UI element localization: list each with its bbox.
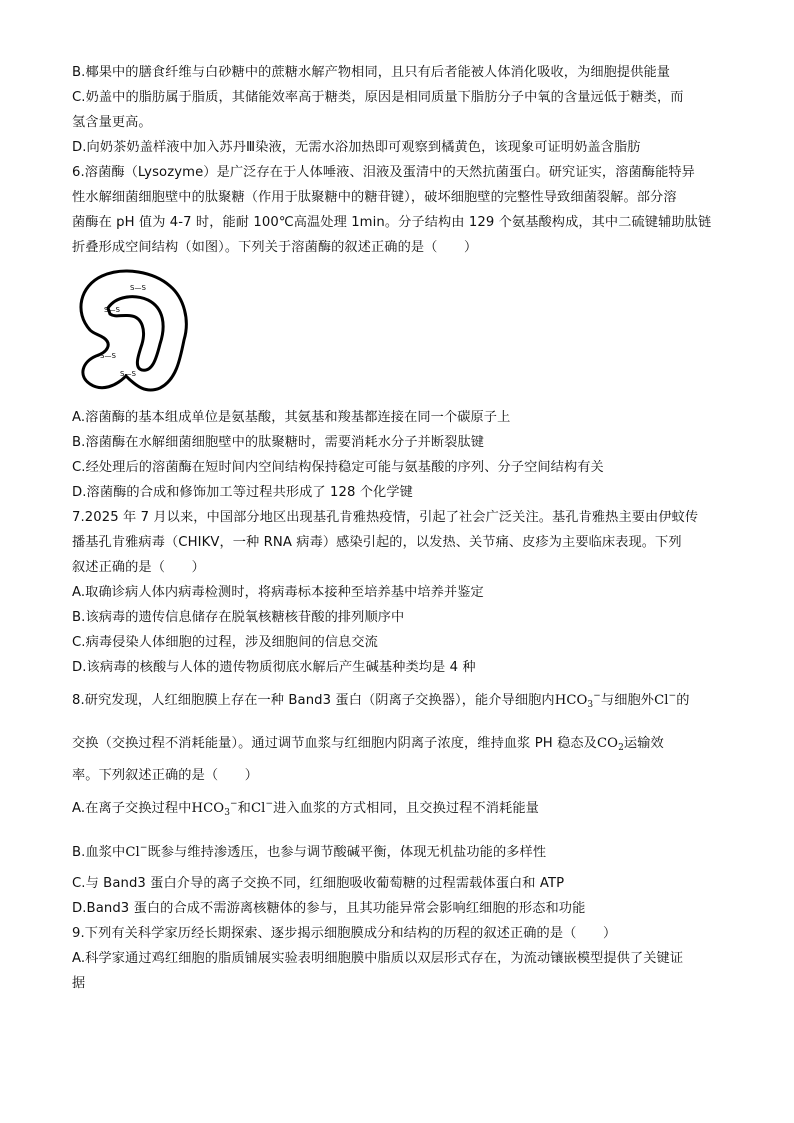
q7-option-d: D.该病毒的核酸与人体的遗传物质彻底水解后产生碱基种类均是 4 种 bbox=[72, 660, 476, 675]
q7-stem-line2: 播基孔肯雅病毒（CHIKV，一种 RNA 病毒）感染引起的，以发热、关节痛、皮疹为主要临床表现。下列 bbox=[72, 535, 682, 550]
disulfide-bond-label-4: S—S bbox=[120, 370, 136, 378]
hco3-formula-a: $HCO_3^-$ bbox=[191, 799, 238, 818]
q8-stem-line2 bbox=[72, 735, 722, 754]
q6-option-c: C.经处理后的溶菌酶在短时间内空间结构保持稳定可能与氨基酸的序列、分子空间结构有关 bbox=[72, 460, 604, 475]
q8-option-b bbox=[72, 844, 722, 863]
q9-stem: 9.下列有关科学家历经长期探索、逐步揭示细胞膜成分和结构的历程的叙述正确的是（ ） bbox=[72, 926, 617, 941]
q8-option-b-text-2: 既参与维持渗透压，也参与调节酸碱平衡，体现无机盐功能的多样性 bbox=[147, 845, 547, 860]
disulfide-bond-label-3: S—S bbox=[100, 352, 116, 360]
q8-stem-line3: 率。下列叙述正确的是（ ） bbox=[72, 768, 259, 783]
q5-option-b: B.椰果中的膳食纤维与白砂糖中的蔗糖水解产物相同，且只有后者能被人体消化吸收，为细胞提供能量 bbox=[72, 65, 671, 80]
q8-stem-text-b: 与细胞外 bbox=[600, 693, 655, 708]
q8-stem-text-c: 的 bbox=[676, 693, 690, 708]
cl-formula: Cl− bbox=[654, 691, 677, 708]
disulfide-bond-label-2: S—S bbox=[104, 306, 120, 314]
cl-formula-b: Cl− bbox=[125, 843, 148, 860]
q8-stem-text-d: 交换（交换过程不消耗能量）。通过调节血浆与红细胞内阴离子浓度，维持血浆 PH 稳态及 bbox=[72, 736, 597, 751]
q8-option-c: C.与 Band3 蛋白介导的离子交换不同，红细胞吸收葡萄糖的过程需载体蛋白和 ATP bbox=[72, 876, 565, 891]
q6-option-a: A.溶菌酶的基本组成单位是氨基酸，其氨基和羧基都连接在同一个碳原子上 bbox=[72, 410, 511, 425]
cl-formula-a: Cl− bbox=[250, 799, 274, 816]
q8-stem-text-a: 8.研究发现，人红细胞膜上存在一种 Band3 蛋白（阴离子交换器），能介导细胞内 bbox=[72, 693, 555, 708]
q8-option-a-text-2: 和 bbox=[237, 801, 251, 816]
q7-option-b: B.该病毒的遗传信息储存在脱氧核糖核苷酸的排列顺序中 bbox=[72, 610, 405, 625]
q8-option-a-text-1: A.在离子交换过程中 bbox=[72, 801, 192, 816]
co2-formula: $CO_2$ bbox=[596, 736, 624, 753]
q8-stem-line1 bbox=[72, 692, 722, 711]
hco3-formula: $HCO_3^-$ bbox=[554, 691, 601, 710]
q6-stem-line3: 菌酶在 pH 值为 4-7 时，能耐 100℃高温处理 1min。分子结构由 129 个氨基酸构成，其中二硫键辅助肽链 bbox=[72, 215, 712, 230]
q6-stem-line2: 性水解细菌细胞壁中的肽聚糖（作用于肽聚糖中的糖苷键），破坏细胞壁的完整性导致细菌裂解。部分溶 bbox=[72, 190, 677, 205]
q8-option-a-text-3: 进入血浆的方式相同，且交换过程不消耗能量 bbox=[273, 801, 539, 816]
q8-stem-text-e: 运输效 bbox=[623, 736, 664, 751]
q8-option-d: D.Band3 蛋白的合成不需游离核糖体的参与，且其功能异常会影响红细胞的形态和功能 bbox=[72, 901, 586, 916]
q6-stem-line1: 6.溶菌酶（Lysozyme）是广泛存在于人体唾液、泪液及蛋清中的天然抗菌蛋白。研究证实，溶菌酶能特异 bbox=[72, 165, 695, 180]
q7-stem-line3: 叙述正确的是（ ） bbox=[72, 560, 205, 575]
q9-option-a-line1: A.科学家通过鸡红细胞的脂质铺展实验表明细胞膜中脂质以双层形式存在，为流动镶嵌模型提供了关键证 bbox=[72, 951, 684, 966]
q7-option-c: C.病毒侵染人体细胞的过程，涉及细胞间的信息交流 bbox=[72, 635, 378, 650]
q7-stem-line1: 7.2025 年 7 月以来，中国部分地区出现基孔肯雅热疫情，引起了社会广泛关注。基孔肯雅热主要由伊蚊传 bbox=[72, 510, 699, 525]
q8-option-a bbox=[72, 800, 722, 819]
q6-option-b: B.溶菌酶在水解细菌细胞壁中的肽聚糖时，需要消耗水分子并断裂肽键 bbox=[72, 435, 485, 450]
q5-option-c-line2: 氢含量更高。 bbox=[72, 115, 152, 130]
q6-stem-line4: 折叠形成空间结构（如图）。下列关于溶菌酶的叙述正确的是（ ） bbox=[72, 240, 478, 255]
q8-option-b-text-1: B.血浆中 bbox=[72, 845, 126, 860]
disulfide-bond-label-1: S—S bbox=[130, 284, 146, 292]
lysozyme-structure-figure bbox=[72, 268, 192, 396]
q5-option-d: D.向奶茶奶盖样液中加入苏丹Ⅲ染液，无需水浴加热即可观察到橘黄色，该现象可证明奶盖含脂肪 bbox=[72, 140, 641, 155]
q7-option-a: A.取确诊病人体内病毒检测时，将病毒标本接种至培养基中培养并鉴定 bbox=[72, 585, 484, 600]
q6-option-d: D.溶菌酶的合成和修饰加工等过程共形成了 128 个化学键 bbox=[72, 485, 413, 500]
q5-option-c-line1: C.奶盖中的脂肪属于脂质，其储能效率高于糖类，原因是相同质量下脂肪分子中氧的含量远低于糖类，而 bbox=[72, 90, 684, 105]
q9-option-a-line2: 据 bbox=[72, 976, 86, 991]
